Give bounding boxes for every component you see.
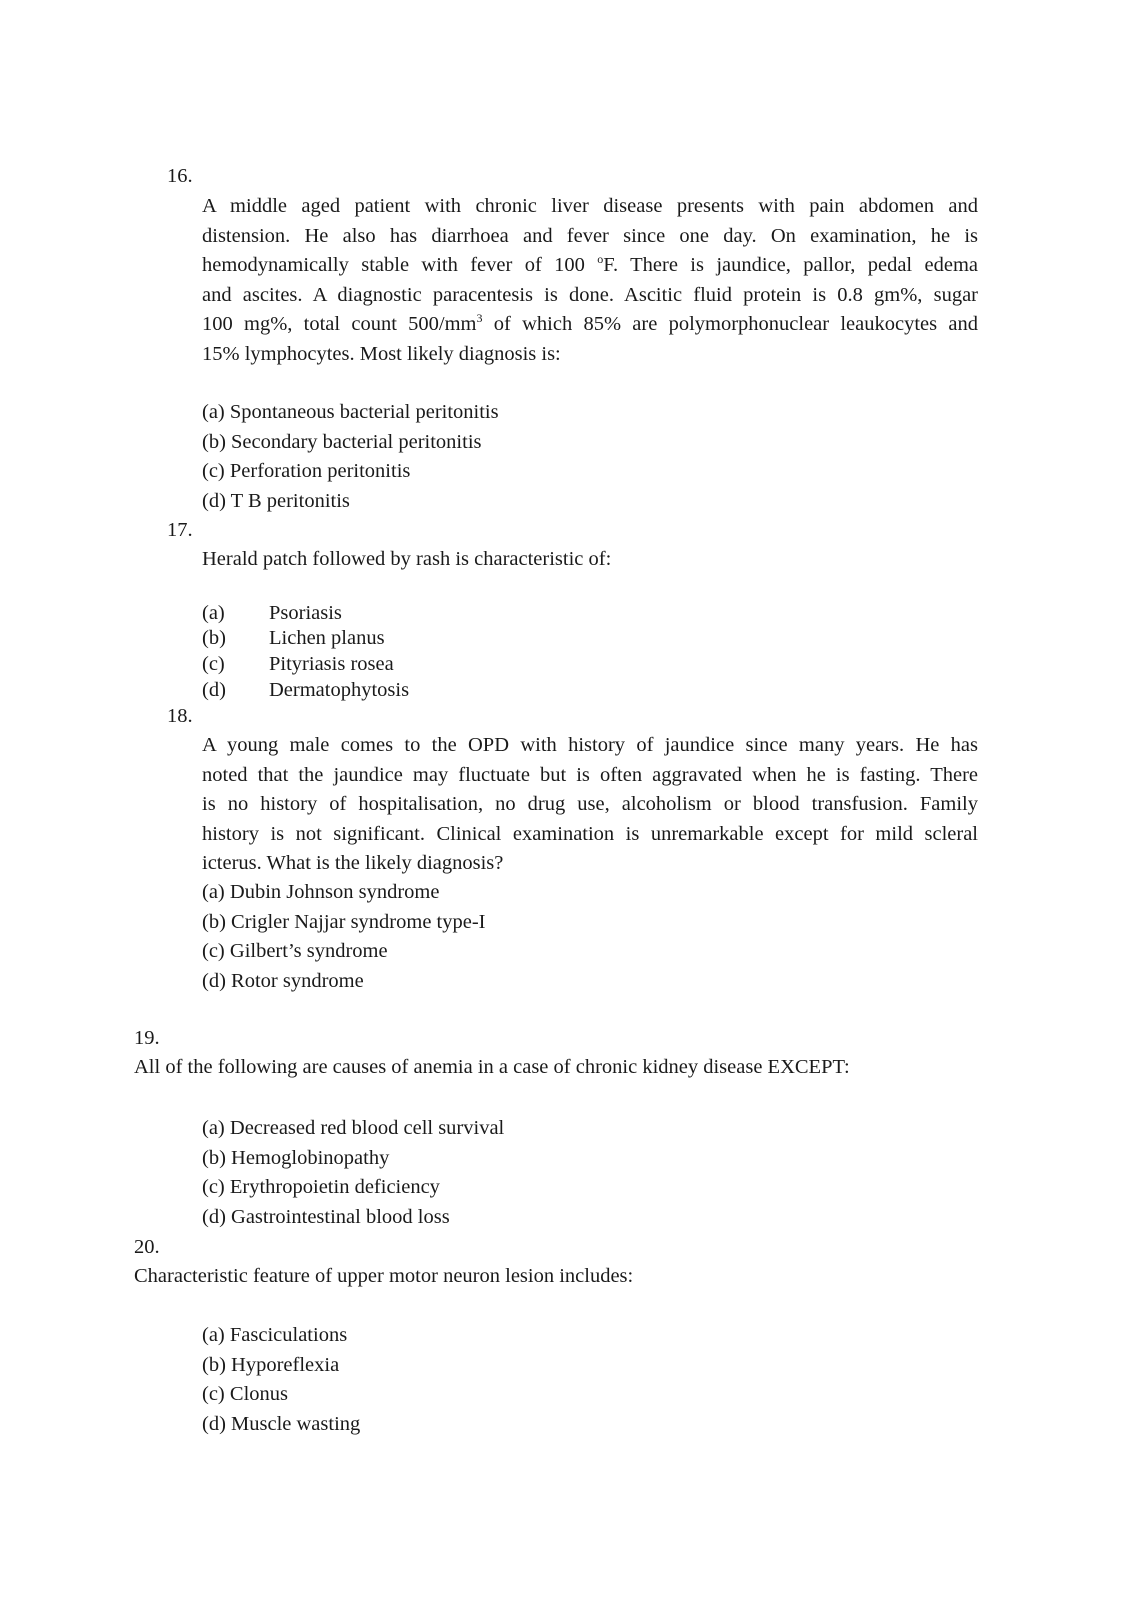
option-a[interactable]: (a) Decreased red blood cell survival (202, 1117, 505, 1139)
option-d[interactable]: (d) Gastrointestinal blood loss (202, 1206, 450, 1228)
option-c[interactable]: (c) Pityriasis rosea (202, 653, 394, 675)
question-number: 19. (134, 1027, 160, 1049)
question-number: 16. (167, 165, 193, 187)
question-stem: A young male comes to the OPD with history of jaundice since many years. He has noted that the jaundice may fluctuate but is often aggravated when he is fasting. There is no history of hospitalisation, no drug use, alcoholism or blood transfusion. Family history is not significant. Clinical examination is unremarkable except for mild scleral icterus. What is the likely diagnosis? (202, 734, 978, 874)
option-a[interactable]: (a) Dubin Johnson syndrome (202, 881, 440, 903)
option-d[interactable]: (d) Rotor syndrome (202, 970, 364, 992)
option-c[interactable]: (c) Clonus (202, 1383, 288, 1405)
option-a[interactable]: (a) Spontaneous bacterial peritonitis (202, 401, 499, 423)
option-b[interactable]: (b) Crigler Najjar syndrome type-I (202, 911, 486, 933)
option-c[interactable]: (c) Erythropoietin deficiency (202, 1176, 440, 1198)
question-stem: All of the following are causes of anemia in a case of chronic kidney disease EXCEPT: (134, 1056, 850, 1078)
question-stem: A middle aged patient with chronic liver disease presents with pain abdomen and distension. He also has diarrhoea and fever since one day. On examination, he is hemodynamically stable with fever of 100 $^o$F. There is jaundice, pallor, pedal edema and ascites. A diagnostic paracentesis is done. Ascitic fluid protein is 0.8 gm%, sugar 100 mg%, total count $500/mm^3$ of which 85% are polymorphonuclear leaukocytes and 15% lymphocytes. Most likely diagnosis is: (202, 195, 978, 365)
question-number: 17. (167, 519, 193, 541)
question-stem: Characteristic feature of upper motor neuron lesion includes: (134, 1265, 634, 1287)
option-b[interactable]: (b) Secondary bacterial peritonitis (202, 431, 482, 453)
option-c[interactable]: (c) Gilbert’s syndrome (202, 940, 388, 962)
option-d[interactable]: (d) T B peritonitis (202, 490, 350, 512)
option-b[interactable]: (b) Lichen planus (202, 627, 385, 649)
question-stem: Herald patch followed by rash is characteristic of: (202, 548, 612, 570)
option-a[interactable]: (a) Psoriasis (202, 602, 342, 624)
option-b[interactable]: (b) Hyporeflexia (202, 1354, 340, 1376)
option-d[interactable]: (d) Dermatophytosis (202, 679, 410, 701)
question-number: 20. (134, 1236, 160, 1258)
option-b[interactable]: (b) Hemoglobinopathy (202, 1147, 390, 1169)
question-number: 18. (167, 705, 193, 727)
option-d[interactable]: (d) Muscle wasting (202, 1413, 361, 1435)
option-a[interactable]: (a) Fasciculations (202, 1324, 348, 1346)
option-c[interactable]: (c) Perforation peritonitis (202, 460, 411, 482)
